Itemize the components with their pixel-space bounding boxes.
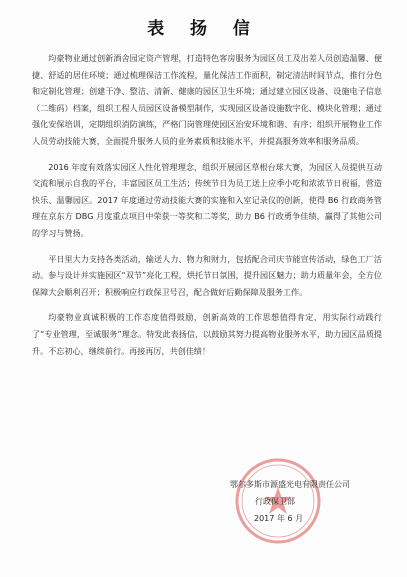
paragraph-2: 2016 年度有效落实园区人性化管理理念，组织开展园区草根台球大赛，为园区人员提供互动交流和展示自我的平台，丰富园区员工生活；传统节日为员工送上应季小吃和浓浓节日祝福，营造快乐、温馨园区。2017 年度通过劳动技能大赛的实施和入室记录仪的创新，使得 B6 行政商务管理在京东方 DBG 月度重点项目中荣获一等奖和二等奖，助力 B6 行政勇争佳绩，赢得了其他公司的学习与赞扬。 <box>32 161 382 238</box>
signature-department: 行政保卫部 <box>255 497 295 506</box>
letter-body <box>32 50 382 368</box>
signature-block <box>230 476 380 527</box>
signature-company: 鄂尔多斯市源盛光电有限责任公司 <box>230 480 350 489</box>
signature-date: 2017 年 6 月 <box>254 514 304 523</box>
paragraph-4: 均豪物业真诚积极的工作态度值得鼓励，创新高效的工作思想值得肯定，用实际行动践行了“专业管理，至诚服务”理念。特发此表扬信，以鼓励其努力提高物业服务水平，助力园区品质提升。不忘初心，继续前行。再接再厉，共创佳绩！ <box>32 312 382 356</box>
paragraph-1: 均豪物业通过创新酒舍园定资产管理，打造特色客房服务为园区员工及出差人员创造温馨、便捷、舒适的居住环境；通过梳理保洁工作流程，量化保洁工作面积，制定清洁时间节点，推行分色和定制化管理；创建干净、整洁、清新、健康的园区卫生环境；通过建立园区设备、设施电子信息（二维码）档案，组织工程人员园区设备模型制作，实现园区设备设施数字化、模块化管理；通过强化安保培训，定期组织消防演练，严格门岗管理使园区治安环境和谐、有序；组织开展物业工作人员劳动技能大赛，全面提升服务人员的业务素质和技能水平，并提高服务效率和服务品质。 <box>32 53 382 146</box>
paragraph-3: 平日里大力支持各类活动，输送人力、物力和财力，包括配合司庆节能宣传活动，绿色工厂活动。参与设计并实施园区“双节”亮化工程，烘托节日氛围，提升园区魅力；助力质量年会，全方位保障大会顺利召开；积极响应行政保卫号召，配合做好后勤保障及服务工作。 <box>32 253 382 297</box>
letter-title: 表 扬 信 <box>147 19 260 39</box>
